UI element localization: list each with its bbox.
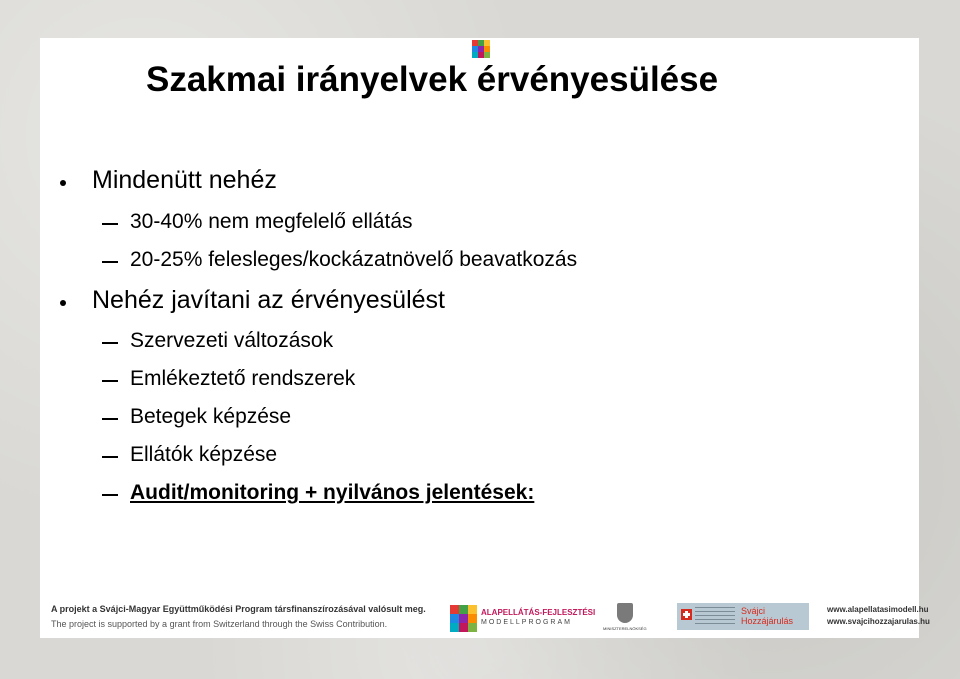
coat-of-arms-icon [617, 603, 633, 623]
url-alapellatas[interactable]: www.alapellatasimodell.hu [827, 605, 929, 614]
sub-text: Audit/monitoring + nyilvános jelentések: [130, 481, 535, 504]
dash-icon [102, 418, 118, 420]
footer-urls [827, 604, 930, 628]
url-svajci[interactable]: www.svajcihozzajarulas.hu [827, 617, 930, 626]
sub-text: Ellátók képzése [130, 443, 278, 466]
footer-banner [40, 597, 930, 638]
logo-cell [450, 605, 459, 614]
bullet-dot-icon [60, 300, 66, 306]
logo-cell [468, 605, 477, 614]
program-logo-icon [472, 40, 490, 58]
logo-cell [450, 614, 459, 623]
sub-text: 20-25% felesleges/kockázatnövelő beavatkozás [130, 248, 578, 271]
logo-cell [484, 52, 490, 58]
dash-icon [102, 223, 118, 225]
alapellatas-subtitle: MODELLPROGRAM [481, 619, 572, 626]
ministry-label: MINISZTERELNÖKSÉG [603, 626, 647, 631]
alapellatas-title: ALAPELLÁTÁS-FEJLESZTÉSI [481, 608, 596, 617]
dash-icon [102, 380, 118, 382]
logo-cell [450, 623, 459, 632]
swiss-confederation-text-icon [695, 607, 735, 625]
logo-cell [468, 623, 477, 632]
alapellatas-logo-icon [450, 605, 477, 632]
footer-funding-en: The project is supported by a grant from Switzerland through the Swiss Contribution. [51, 619, 388, 629]
bullet-dot-icon [60, 180, 66, 186]
sub-text: Emlékeztető rendszerek [130, 367, 356, 390]
sub-text: 30-40% nem megfelelő ellátás [130, 210, 413, 233]
bullet-text: Nehéz javítani az érvényesülést [92, 286, 445, 314]
logo-cell [459, 605, 468, 614]
sub-text: Szervezeti változások [130, 329, 334, 352]
bullet-text: Mindenütt nehéz [92, 166, 277, 194]
swiss-contribution-badge [677, 603, 809, 630]
dash-icon [102, 456, 118, 458]
footer-funding-hu: A projekt a Svájci-Magyar Együttműködési Program társfinanszírozásával valósult meg. [51, 604, 426, 614]
swiss-contribution-label: Svájci Hozzájárulás [741, 606, 794, 626]
logo-cell [459, 623, 468, 632]
ministry-crest [603, 603, 647, 635]
dash-icon [102, 494, 118, 496]
dash-icon [102, 261, 118, 263]
swiss-flag-icon [681, 609, 692, 620]
logo-cell [468, 614, 477, 623]
sub-text: Betegek képzése [130, 405, 292, 428]
slide-title: Szakmai irányelvek érvényesülése [146, 60, 719, 99]
logo-cell [459, 614, 468, 623]
dash-icon [102, 342, 118, 344]
